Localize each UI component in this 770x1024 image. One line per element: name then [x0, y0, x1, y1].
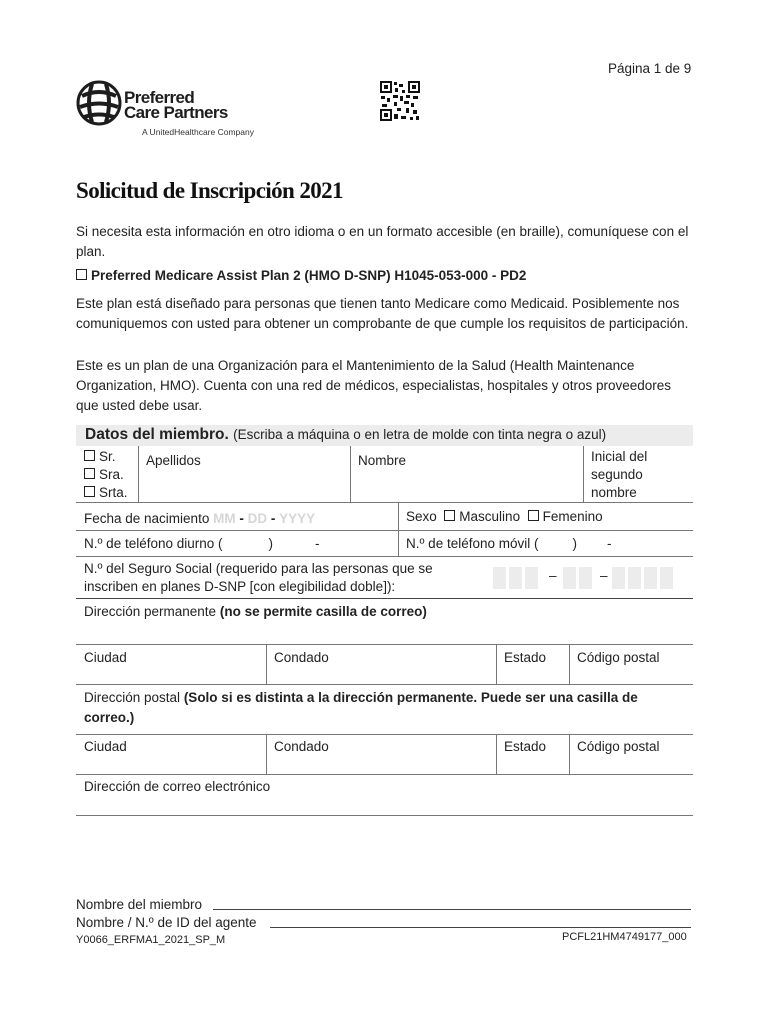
- agent-name-label: Nombre / N.º de ID del agente: [76, 915, 257, 930]
- ssn-label: N.º del Seguro Social (requerido para las personas que se inscriben en planes D-SNP [con elegibilidad doble]):: [84, 561, 433, 594]
- intro-text: Si necesita esta información en otro idioma o en un formato accesible (en braille), comuníquese con el plan.: [76, 224, 689, 259]
- hmo-description: Este es un plan de una Organización para el Mantenimiento de la Salud (Health Maintenance Organization, HMO). Cuenta con una red de médicos, especialistas, hospitales y otros proveedores que usted debe usar.: [76, 358, 672, 413]
- mailing-zip-field[interactable]: Código postal: [577, 739, 660, 754]
- section-title: Datos del miembro.: [85, 426, 229, 443]
- state-field[interactable]: Estado: [504, 650, 547, 665]
- mailing-city-field[interactable]: Ciudad: [84, 739, 127, 754]
- divider: [76, 684, 693, 685]
- section-subtitle: (Escriba a máquina o en letra de molde con tinta negra o azul): [233, 427, 607, 442]
- sex-label: Sexo: [406, 509, 437, 524]
- title-options: [84, 448, 128, 502]
- divider: [266, 734, 267, 774]
- sex-field: Sexo Masculino Femenino: [406, 509, 603, 524]
- dob-month: MM: [213, 511, 236, 526]
- divider: [569, 734, 570, 774]
- logo-subtitle: A UnitedHealthcare Company: [142, 127, 254, 137]
- company-logo: [76, 80, 286, 140]
- county-field[interactable]: Condado: [274, 650, 329, 665]
- member-name-line[interactable]: [213, 909, 691, 910]
- checkbox-icon[interactable]: [84, 468, 95, 479]
- city-field[interactable]: Ciudad: [84, 650, 127, 665]
- page-title: Solicitud de Inscripción 2021: [76, 178, 343, 203]
- divider: [76, 502, 693, 503]
- page-number: Página 1 de 9: [608, 61, 692, 76]
- plan-checkbox[interactable]: [76, 269, 87, 280]
- checkbox-icon[interactable]: [84, 486, 95, 497]
- checkbox-icon[interactable]: [84, 450, 95, 461]
- male-checkbox[interactable]: [444, 510, 455, 521]
- day-phone-field[interactable]: N.º de teléfono diurno ( ) -: [84, 536, 320, 551]
- title-option-mr[interactable]: Sr.: [84, 448, 128, 466]
- dob-day: DD: [247, 511, 268, 526]
- last-name-field[interactable]: Apellidos: [146, 453, 201, 468]
- divider: [76, 530, 693, 531]
- logo-wordmark: Preferred Care Partners: [124, 88, 228, 122]
- divider: [76, 734, 693, 735]
- title-option-mrs[interactable]: Sra.: [84, 466, 128, 484]
- divider: [398, 530, 399, 556]
- agent-name-line[interactable]: [270, 927, 691, 928]
- qr-code-icon: [380, 81, 420, 121]
- footer-left-code: Y0066_ERFMA1_2021_SP_M: [76, 934, 226, 946]
- divider: [350, 446, 351, 502]
- female-checkbox[interactable]: [528, 510, 539, 521]
- member-name-label: Nombre del miembro: [76, 897, 203, 912]
- divider: [583, 446, 584, 502]
- zip-field[interactable]: Código postal: [577, 650, 660, 665]
- dob-year: YYYY: [279, 511, 316, 526]
- dob-label: Fecha de nacimiento: [84, 511, 210, 526]
- mailing-county-field[interactable]: Condado: [274, 739, 329, 754]
- divider: [76, 556, 693, 557]
- divider: [76, 644, 693, 645]
- divider: [266, 644, 267, 684]
- divider: [76, 815, 693, 816]
- footer-right-code: PCFL21HM4749177_000: [562, 931, 687, 943]
- mailing-address-field[interactable]: Dirección postal (Solo si es distinta a la dirección permanente. Puede ser una casilla de correo.): [84, 690, 638, 725]
- divider: [138, 446, 139, 502]
- globe-icon: [76, 80, 122, 126]
- permanent-address-field[interactable]: Dirección permanente (no se permite casilla de correo): [84, 604, 427, 619]
- dob-field[interactable]: Fecha de nacimiento MM - DD - YYYY: [84, 511, 316, 526]
- first-name-field[interactable]: Nombre: [358, 453, 407, 468]
- member-data-section-header: [76, 425, 693, 446]
- divider: [76, 774, 693, 775]
- divider: [496, 734, 497, 774]
- title-option-ms[interactable]: Srta.: [84, 484, 128, 502]
- divider: [569, 644, 570, 684]
- middle-initial-field[interactable]: Inicial del segundo nombre: [591, 449, 648, 500]
- mobile-phone-field[interactable]: N.º de teléfono móvil ( ) -: [406, 536, 612, 551]
- divider: [76, 598, 693, 599]
- plan-option[interactable]: Preferred Medicare Assist Plan 2 (HMO D-SNP) H1045-053-000 - PD2: [76, 268, 526, 283]
- email-field[interactable]: Dirección de correo electrónico: [84, 779, 271, 794]
- divider: [398, 502, 399, 530]
- plan-description: Este plan está diseñado para personas que tienen tanto Medicare como Medicaid. Posiblemente nos comuniquemos con usted para obtener un comprobante de que cumple los requisitos de participación.: [76, 296, 689, 331]
- divider: [496, 644, 497, 684]
- mailing-state-field[interactable]: Estado: [504, 739, 547, 754]
